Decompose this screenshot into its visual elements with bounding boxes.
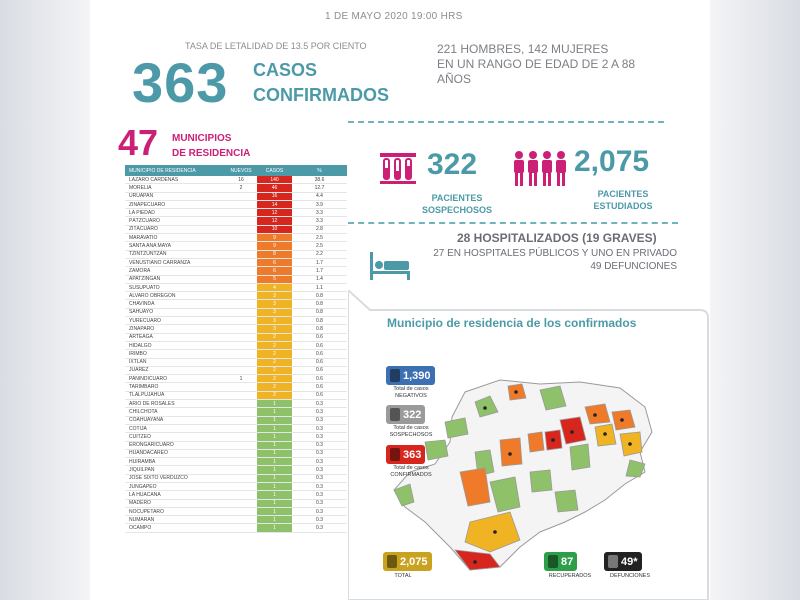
legend-confirmados-count: 363: [403, 448, 422, 461]
confirmed-label: [253, 58, 389, 108]
divider-top: [348, 121, 664, 123]
table-row: [125, 334, 347, 342]
municipio-cell: SUSUPUATO: [129, 284, 160, 291]
percent-cell: 0.6: [316, 392, 323, 399]
municipio-cell: NUMARÁN: [129, 516, 155, 523]
municipio-cell: MORELIA: [129, 184, 152, 191]
municipio-cell: YURÉCUARO: [129, 317, 161, 324]
percent-cell: 0.8: [316, 301, 323, 308]
percent-cell: 0.6: [316, 375, 323, 382]
legend-negativos-l2: NEGATIVOS: [395, 393, 427, 399]
percent-cell: 0.3: [316, 500, 323, 507]
casos-cell: 1: [257, 400, 292, 407]
municipio-cell: ERONGARÍCUARO: [129, 442, 174, 449]
legend-confirmados-l2: CONFIRMADOS: [390, 472, 432, 478]
table-row: [125, 300, 347, 308]
municipio-cell: PÁTZCUARO: [129, 218, 160, 225]
table-row: [125, 524, 347, 532]
municipio-cell: ZAMORA: [129, 267, 151, 274]
casos-cell: 1: [257, 433, 292, 440]
estudiados-label: [583, 188, 663, 212]
table-row: [125, 450, 347, 458]
table-row: [125, 193, 347, 201]
sospechosos-label: [417, 192, 497, 216]
person-icon: [608, 555, 618, 568]
table-row: [125, 367, 347, 375]
percent-cell: 1.4: [316, 276, 323, 283]
table-row: [125, 350, 347, 358]
municipio-cell: LA PIEDAD: [129, 209, 155, 216]
legend-total-box: [383, 552, 432, 571]
casos-cell: 2: [257, 334, 292, 341]
percent-cell: 0.3: [316, 442, 323, 449]
divider-middle: [348, 222, 678, 224]
municipio-cell: HIDALGO: [129, 342, 152, 349]
percent-cell: 0.3: [316, 467, 323, 474]
municipio-cell: HUIRAMBA: [129, 458, 156, 465]
municipio-cell: JUNGAPEO: [129, 483, 157, 490]
people-icon: [548, 555, 558, 568]
casos-cell: 14: [257, 201, 292, 208]
background-right: [710, 0, 800, 600]
table-row: [125, 483, 347, 491]
nuevos-cell: 16: [238, 176, 244, 183]
estudiados-label-line1: PACIENTES: [597, 189, 649, 199]
municipio-cell: IXTLÁN: [129, 359, 147, 366]
municipio-cell: JUÁREZ: [129, 367, 149, 374]
municipio-cell: HUANDACAREO: [129, 450, 168, 457]
table-row: [125, 176, 347, 184]
percent-cell: 12.7: [314, 184, 325, 191]
legend-defunciones-count: 49*: [621, 555, 638, 568]
defunciones-text: 49 DEFUNCIONES: [590, 261, 677, 272]
table-row: [125, 442, 347, 450]
table-row: [125, 500, 347, 508]
table-row: [125, 408, 347, 416]
table-row: [125, 242, 347, 250]
municipios-label-line2: DE RESIDENCIA: [172, 148, 251, 159]
casos-cell: 12: [257, 209, 292, 216]
municipio-cell: PANINDÍCUARO: [129, 375, 167, 382]
municipios-label-line1: MUNICIPIOS: [172, 133, 232, 144]
table-row: [125, 508, 347, 516]
municipio-cell: CUITZEO: [129, 433, 151, 440]
casos-cell: 1: [257, 524, 292, 531]
legend-recuperados-box: [544, 552, 577, 571]
casos-cell: 2: [257, 359, 292, 366]
casos-cell: 1: [257, 417, 292, 424]
table-body: [125, 176, 347, 533]
percent-cell: 1.7: [316, 259, 323, 266]
table-row: [125, 317, 347, 325]
sospechosos-count: 322: [427, 148, 478, 181]
legend-total-count: 2,075: [400, 555, 428, 568]
table-row: [125, 433, 347, 441]
casos-cell: 2: [257, 350, 292, 357]
table-row: [125, 359, 347, 367]
col-municipio: MUNICIPIO DE RESIDENCIA: [129, 167, 196, 174]
percent-cell: 0.6: [316, 384, 323, 391]
casos-cell: 2: [257, 392, 292, 399]
legend-negativos-box: [386, 366, 435, 385]
casos-cell: 10: [257, 226, 292, 233]
person-icon: [390, 369, 400, 382]
casos-cell: 1: [257, 442, 292, 449]
percent-cell: 0.3: [316, 458, 323, 465]
percent-cell: 38.6: [314, 176, 325, 183]
table-row: [125, 466, 347, 474]
estudiados-count: 2,075: [574, 145, 650, 178]
demographics-line1: 221 HOMBRES, 142 MUJERES: [437, 42, 609, 56]
casos-cell: 4: [257, 284, 292, 291]
percent-cell: 0.3: [316, 400, 323, 407]
municipio-cell: LA HUACANA: [129, 491, 161, 498]
municipio-cell: CHAVINDA: [129, 301, 155, 308]
legend-sospechosos-l1: Total de casos: [393, 425, 429, 431]
casos-cell: 5: [257, 276, 292, 283]
legend-negativos-label: [384, 386, 438, 400]
percent-cell: 2.8: [316, 226, 323, 233]
casos-cell: 1: [257, 458, 292, 465]
casos-cell: 9: [257, 234, 292, 241]
percent-cell: 0.6: [316, 334, 323, 341]
legend-sospechosos-box: [386, 405, 425, 424]
municipios-label: [172, 131, 250, 161]
table-row: [125, 276, 347, 284]
percent-cell: 0.3: [316, 525, 323, 532]
municipio-cell: JIQUILPAN: [129, 467, 155, 474]
percent-cell: 0.3: [316, 516, 323, 523]
percent-cell: 0.3: [316, 491, 323, 498]
percent-cell: 2.5: [316, 234, 323, 241]
legend-negativos-l1: Total de casos: [393, 386, 429, 392]
percent-cell: 0.3: [316, 508, 323, 515]
lethality-rate: TASA DE LETALIDAD DE 13.5 POR CIENTO: [185, 41, 367, 51]
casos-cell: 1: [257, 491, 292, 498]
municipio-cell: ZITÁCUARO: [129, 226, 158, 233]
percent-cell: 0.6: [316, 350, 323, 357]
table-row: [125, 475, 347, 483]
casos-cell: 6: [257, 259, 292, 266]
legend-confirmados-l1: Total de casos: [393, 465, 429, 471]
casos-cell: 1: [257, 425, 292, 432]
col-casos: CASOS: [265, 167, 284, 174]
municipio-cell: ZINAPÉCUARO: [129, 201, 166, 208]
municipio-cell: TZINTZUNTZAN: [129, 251, 167, 258]
nuevos-cell: 1: [239, 375, 243, 382]
municipio-cell: ARIO DE ROSALES: [129, 400, 175, 407]
percent-cell: 1.1: [316, 284, 323, 291]
casos-cell: 1: [257, 475, 292, 482]
table-row: [125, 251, 347, 259]
table-row: [125, 516, 347, 524]
percent-cell: 3.9: [316, 201, 323, 208]
table-row: [125, 400, 347, 408]
table-row: [125, 491, 347, 499]
municipio-cell: VENUSTIANO CARRANZA: [129, 259, 191, 266]
casos-cell: 1: [257, 508, 292, 515]
table-row: [125, 284, 347, 292]
legend-confirmados-box: [386, 445, 425, 464]
table-row: [125, 392, 347, 400]
legend-sospechosos-count: 322: [403, 408, 422, 421]
table-row: [125, 209, 347, 217]
casos-cell: 1: [257, 500, 292, 507]
casos-cell: 1: [257, 516, 292, 523]
legend-total-label: TOTAL: [394, 573, 412, 579]
percent-cell: 0.8: [316, 317, 323, 324]
estudiados-label-line2: ESTUDIADOS: [593, 201, 653, 211]
col-percent: %: [317, 167, 322, 174]
municipio-cell: NOCUPÉTARO: [129, 508, 164, 515]
casos-cell: 3: [257, 325, 292, 332]
nuevos-cell: 2: [239, 184, 243, 191]
table-row: [125, 342, 347, 350]
casos-cell: 46: [257, 184, 292, 191]
demographics: [437, 42, 657, 87]
confirmed-count: 363: [132, 51, 229, 114]
legend-negativos-count: 1,390: [403, 369, 431, 382]
map-title: Municipio de residencia de los confirmados: [387, 316, 637, 330]
municipio-cell: APATZINGÁN: [129, 276, 161, 283]
municipio-cell: TARÍMBARO: [129, 384, 159, 391]
casos-cell: 3: [257, 292, 292, 299]
municipio-cell: SAHUAYO: [129, 309, 154, 316]
percent-cell: 0.3: [316, 417, 323, 424]
table-row: [125, 217, 347, 225]
legend-confirmados-label: [384, 465, 438, 479]
percent-cell: 3.3: [316, 218, 323, 225]
legend-sospechosos-label: [384, 425, 438, 439]
table-row: [125, 325, 347, 333]
casos-cell: 2: [257, 383, 292, 390]
casos-cell: 3: [257, 309, 292, 316]
person-icon: [390, 448, 400, 461]
municipio-cell: ARTEAGA: [129, 334, 153, 341]
legend-defunciones-label: DEFUNCIONES: [609, 573, 651, 579]
sospechosos-label-line1: PACIENTES: [431, 193, 483, 203]
percent-cell: 0.3: [316, 408, 323, 415]
table-row: [125, 226, 347, 234]
municipio-cell: SANTA ANA MAYA: [129, 243, 171, 250]
municipio-cell: ZINÁPARO: [129, 325, 155, 332]
table-header: [125, 165, 347, 176]
casos-cell: 1: [257, 466, 292, 473]
demographics-line3: AÑOS: [437, 72, 472, 86]
table-row: [125, 234, 347, 242]
confirmed-label-line2: CONFIRMADOS: [253, 85, 389, 105]
percent-cell: 0.3: [316, 483, 323, 490]
casos-cell: 16: [257, 193, 292, 200]
municipio-cell: TLALPUJAHUA: [129, 392, 165, 399]
municipio-cell: COTIJA: [129, 425, 147, 432]
casos-cell: 3: [257, 317, 292, 324]
legend-defunciones-box: [604, 552, 642, 571]
percent-cell: 0.8: [316, 325, 323, 332]
table-row: [125, 292, 347, 300]
table-row: [125, 417, 347, 425]
municipio-cell: URUAPAN: [129, 193, 154, 200]
percent-cell: 4.4: [316, 193, 323, 200]
percent-cell: 0.6: [316, 367, 323, 374]
demographics-line2: EN UN RANGO DE EDAD DE 2 A 88: [437, 57, 636, 71]
casos-cell: 12: [257, 217, 292, 224]
table-row: [125, 184, 347, 192]
municipio-cell: JOSÉ SIXTO VERDUZCO: [129, 475, 188, 482]
municipio-cell: LÁZARO CÁRDENAS: [129, 176, 179, 183]
hospitales-detalle: 27 EN HOSPITALES PÚBLICOS Y UNO EN PRIVADO: [433, 248, 677, 259]
casos-cell: 1: [257, 483, 292, 490]
percent-cell: 2.5: [316, 243, 323, 250]
municipio-cell: ÁLVARO OBREGÓN: [129, 292, 176, 299]
sospechosos-label-line2: SOSPECHOSOS: [421, 205, 493, 215]
hospital-bed-icon: [369, 250, 411, 282]
col-nuevos: NUEVOS: [230, 167, 252, 174]
percent-cell: 0.6: [316, 342, 323, 349]
casos-cell: 6: [257, 267, 292, 274]
percent-cell: 0.8: [316, 292, 323, 299]
casos-cell: 2: [257, 375, 292, 382]
people-icon: [512, 150, 570, 188]
municipio-cell: MADERO: [129, 500, 151, 507]
percent-cell: 1.7: [316, 267, 323, 274]
percent-cell: 0.3: [316, 450, 323, 457]
casos-cell: 2: [257, 342, 292, 349]
table-row: [125, 201, 347, 209]
background-left: [0, 0, 90, 600]
percent-cell: 2.2: [316, 251, 323, 258]
table-row: [125, 309, 347, 317]
table-row: [125, 458, 347, 466]
percent-cell: 3.3: [316, 209, 323, 216]
casos-cell: 9: [257, 242, 292, 249]
table-row: [125, 267, 347, 275]
casos-cell: 2: [257, 367, 292, 374]
table-row: [125, 259, 347, 267]
confirmed-label-line1: CASOS: [253, 60, 318, 80]
casos-cell: 1: [257, 450, 292, 457]
municipio-cell: COAHUAYANA: [129, 417, 164, 424]
table-row: [125, 375, 347, 383]
test-tubes-icon: [379, 152, 417, 186]
legend-recuperados-label: RECUPERADOS: [548, 573, 592, 579]
casos-cell: 3: [257, 300, 292, 307]
hospitalizados: 28 HOSPITALIZADOS (19 GRAVES): [457, 231, 657, 245]
municipios-count: 47: [118, 122, 159, 163]
report-date: 1 DE MAYO 2020 19:00 HRS: [325, 11, 463, 22]
table-row: [125, 383, 347, 391]
legend-sospechosos-l2: SOSPECHOSOS: [389, 432, 433, 438]
casos-cell: 8: [257, 251, 292, 258]
casos-cell: 1: [257, 408, 292, 415]
casos-cell: 140: [257, 176, 292, 183]
percent-cell: 0.3: [316, 433, 323, 440]
municipio-cell: CHILCHOTA: [129, 408, 158, 415]
percent-cell: 0.3: [316, 475, 323, 482]
people-icon: [387, 555, 397, 568]
percent-cell: 0.8: [316, 309, 323, 316]
municipio-cell: OCAMPO: [129, 525, 152, 532]
percent-cell: 0.6: [316, 359, 323, 366]
municipio-cell: MARAVATÍO: [129, 234, 158, 241]
municipio-cell: IRIMBO: [129, 350, 147, 357]
municipios-table: [125, 165, 347, 533]
infographic-page: [90, 0, 710, 600]
legend-recuperados-count: 87: [561, 555, 574, 568]
table-row: [125, 425, 347, 433]
percent-cell: 0.3: [316, 425, 323, 432]
person-icon: [390, 408, 400, 421]
